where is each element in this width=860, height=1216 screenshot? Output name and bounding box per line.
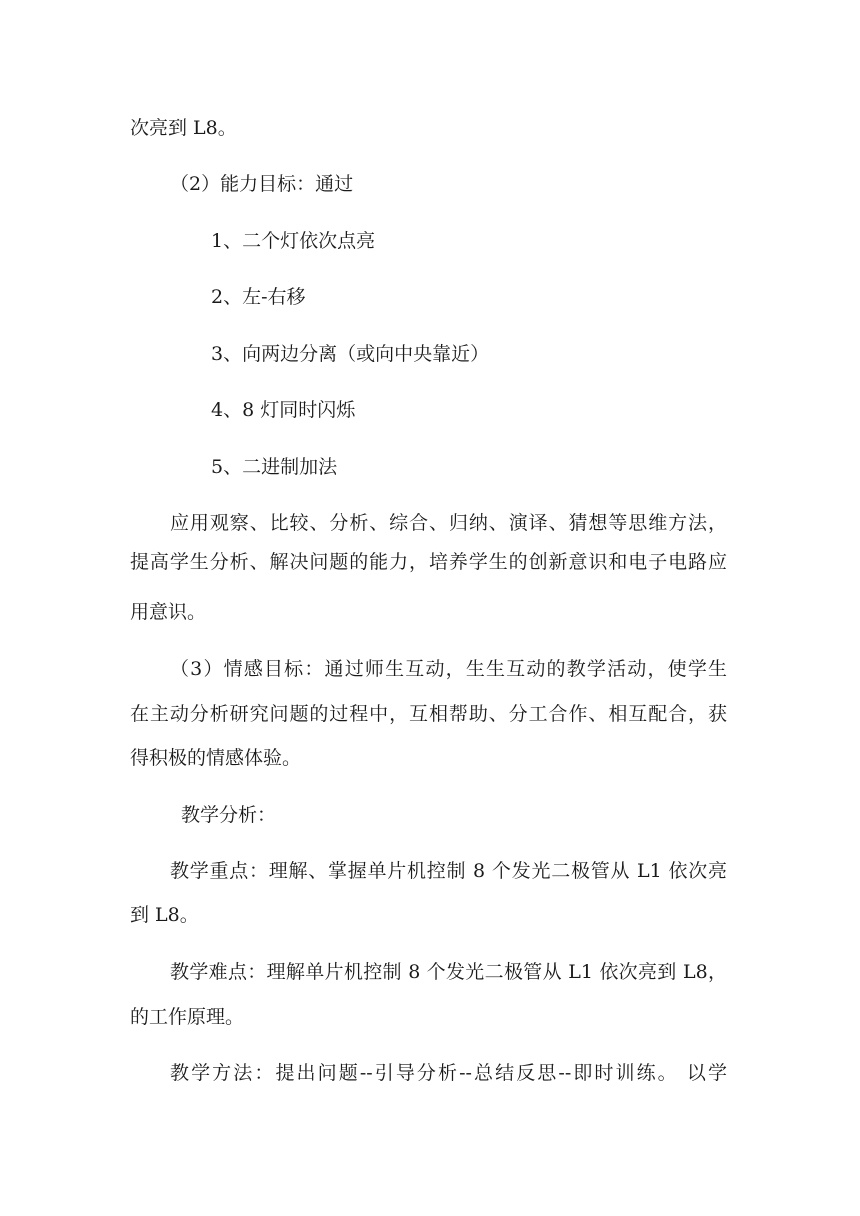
text-line: 的工作原理。 — [130, 1006, 245, 1028]
text-line: 提高学生分析、解决问题的能力，培养学生的创新意识和电子电路应 — [130, 551, 727, 573]
text-line: 得积极的情感体验。 — [130, 747, 302, 769]
text-line: 教学方法：提出问题--引导分析--总结反思--即时训练。 以学 — [170, 1062, 727, 1084]
text-line: 应用观察、比较、分析、综合、归纳、演译、猜想等思维方法， — [170, 512, 727, 534]
text-line: 次亮到 L8。 — [130, 117, 237, 139]
list-item: 5、二进制加法 — [211, 456, 338, 478]
list-item: 2、左-右移 — [211, 286, 306, 308]
text-line: （2）能力目标：通过 — [170, 173, 354, 195]
list-item: 4、8 灯同时闪烁 — [211, 399, 356, 421]
text-line: 在主动分析研究问题的过程中，互相帮助、分工合作、相互配合，获 — [130, 703, 727, 725]
list-item: 3、向两边分离（或向中央靠近） — [211, 343, 490, 365]
text-line: 教学难点：理解单片机控制 8 个发光二极管从 L1 依次亮到 L8， — [170, 961, 727, 983]
text-line: 用意识。 — [130, 601, 207, 623]
text-line: 教学重点：理解、掌握单片机控制 8 个发光二极管从 L1 依次亮 — [170, 860, 727, 882]
text-line: （3）情感目标：通过师生互动，生生互动的教学活动，使学生 — [170, 658, 727, 680]
list-item: 1、二个灯依次点亮 — [211, 230, 376, 252]
section-heading: 教学分析： — [181, 804, 277, 826]
text-line: 到 L8。 — [130, 904, 199, 926]
